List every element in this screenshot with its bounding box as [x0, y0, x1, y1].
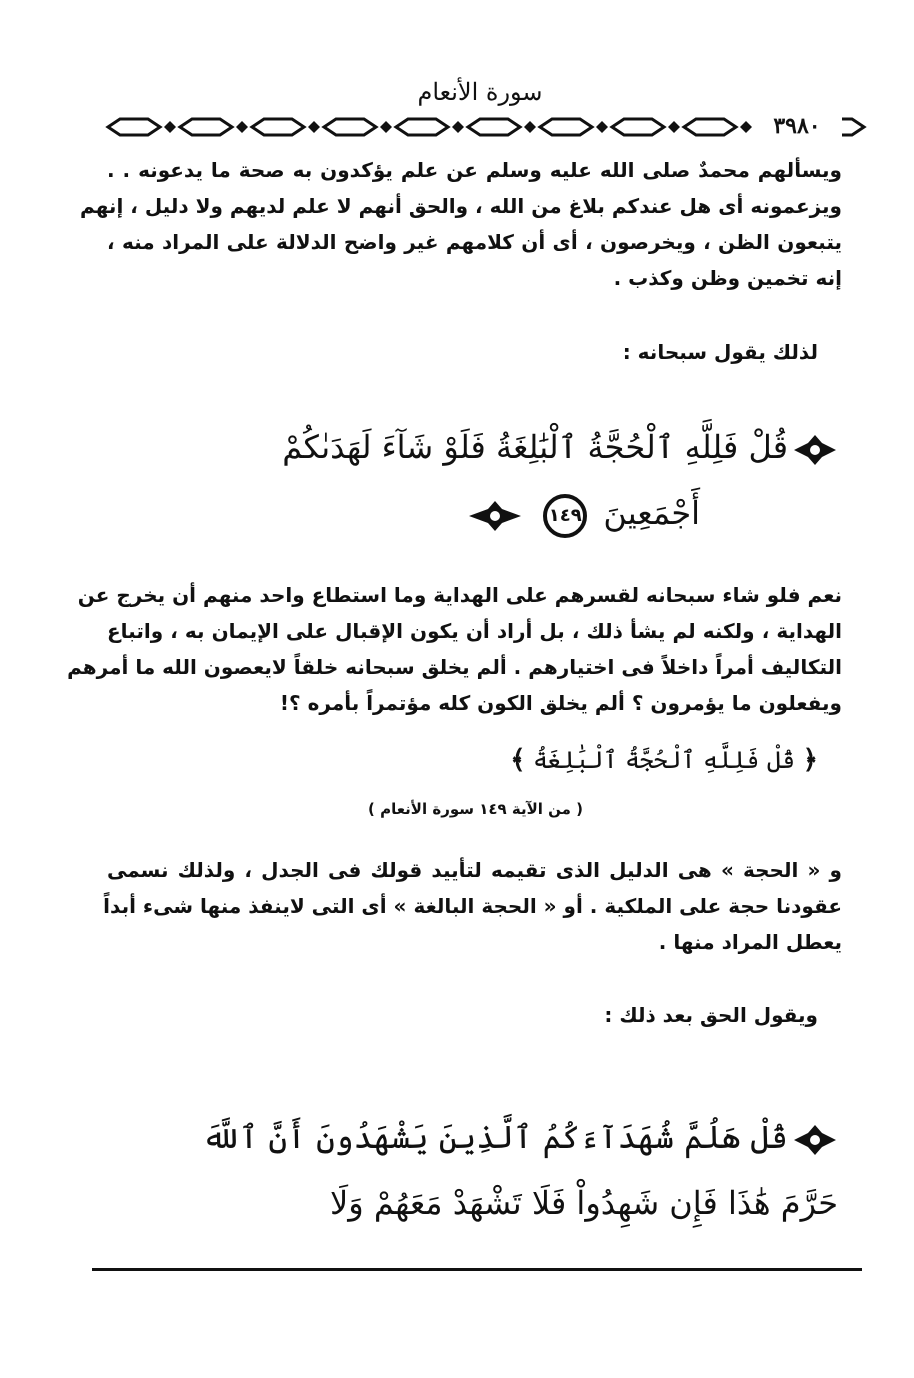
verse-1-text-2: أَجْمَعِينَ	[603, 494, 700, 532]
verse-citation: ( من الآية ١٤٩ سورة الأنعام )	[368, 800, 584, 818]
paragraph-2-line: التكاليف أمراً داخلاً فى اختيارهم . ألم يخلق سبحانه خلقاً لايعصون الله ما أمرهم	[67, 655, 842, 679]
verse-2-text-1: قُلْ هَلُمَّ شُهَدَآءَكُمُ ٱلَّذِينَ يَشْهَدُونَ أَنَّ ٱللَّهَ	[201, 1118, 788, 1156]
paragraph-3-line: يعطل المراد منها .	[658, 930, 842, 954]
verse-2-line-1	[142, 1104, 842, 1170]
quote-open-brace: ﴿	[802, 745, 818, 775]
paragraph-3	[103, 852, 842, 960]
paragraph-2-line: الهداية ، ولكنه لم يشأ ذلك ، بل أراد أن يكون الإقبال على الإيمان به ، واتباع	[107, 619, 842, 643]
verse-end-ornament-icon	[467, 499, 523, 533]
paragraph-2-line: ويفعلون ما يؤمرون ؟ ألم يخلق الكون كله مؤتمراً بأمره ؟!	[279, 691, 842, 715]
verse-ornament-icon	[792, 1123, 838, 1157]
ayah-number-badge: ١٤٩	[543, 494, 587, 538]
quote-close-brace: ﴾	[510, 745, 526, 775]
quoted-verse	[510, 745, 818, 775]
quran-verse-2	[142, 1104, 842, 1236]
paragraph-1-line: ويزعمونه أى هل عندكم بلاغ من الله ، والحق أنهم لا علم لديهم ولا دليل ، إنهم	[80, 194, 842, 218]
intro-line-1: لذلك يقول سبحانه :	[622, 340, 818, 364]
paragraph-1-line: إنه تخمين وظن وكذب .	[613, 266, 842, 290]
verse-1-line-1	[142, 414, 842, 480]
footer-rule	[92, 1268, 862, 1271]
verse-ornament-icon	[792, 433, 838, 467]
quote-text: قُلْ فَلِلَّهِ ٱلْحُجَّةُ ٱلْبَٰلِغَةُ	[533, 746, 796, 774]
verse-1-line-2	[142, 480, 842, 546]
paragraph-1-line: يتبعون الظن ، ويخرصون ، أى أن كلامهم غير واضح الدلالة على المراد منه ،	[107, 230, 842, 254]
quran-verse-1	[142, 414, 842, 546]
verse-1-text-1: قُلْ فَلِلَّهِ ٱلْحُجَّةُ ٱلْبَٰلِغَةُ فَلَوْ شَآءَ لَهَدَىٰكُمْ	[282, 428, 788, 466]
verse-2-line-2	[142, 1170, 842, 1236]
paragraph-3-line: و « الحجة » هى الدليل الذى تقيمه لتأييد قولك فى الجدل ، ولذلك نسمى	[107, 858, 842, 882]
paragraph-1-line: ويسألهم محمدٌ صلى الله عليه وسلم عن علم يؤكدون به صحة ما يدعونه . .	[107, 158, 842, 182]
surah-title: سورة الأنعام	[417, 78, 543, 106]
paragraph-1	[80, 152, 842, 296]
paragraph-3-line: عقودنا حجة على الملكية . أو « الحجة البالغة » أى التى لاينفذ منها شىء أبداً	[103, 894, 842, 918]
paragraph-2	[67, 577, 842, 721]
intro-line-2: ويقول الحق بعد ذلك :	[604, 1003, 818, 1027]
paragraph-2-line: نعم فلو شاء سبحانه لقسرهم على الهداية وما استطاع واحد منهم أن يخرج عن	[77, 583, 842, 607]
verse-2-text-2: حَرَّمَ هَٰذَا فَإِن شَهِدُواْ فَلَا تَشْهَدْ مَعَهُمْ وَلَا	[330, 1184, 838, 1222]
page-number: ٣٩٨٠	[752, 113, 842, 139]
